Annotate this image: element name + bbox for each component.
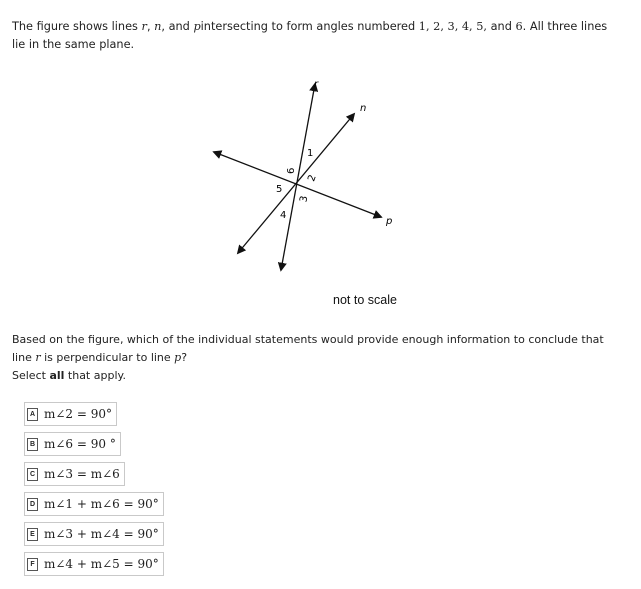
choice-e[interactable] xyxy=(24,522,164,546)
label-p: p xyxy=(386,216,393,227)
prompt-line1 xyxy=(12,331,624,367)
var-p: p xyxy=(193,20,201,33)
lines-figure xyxy=(200,70,410,285)
line-n xyxy=(238,114,354,253)
choice-d-box[interactable] xyxy=(24,492,164,516)
prompt-line1-mid: is perpendicular to line xyxy=(40,351,175,364)
line-p xyxy=(214,152,381,217)
choice-e-box[interactable] xyxy=(24,522,164,546)
answer-choices xyxy=(24,402,164,582)
choice-a[interactable] xyxy=(24,402,164,426)
question-sep1: , xyxy=(146,20,155,33)
prompt-var-r: r xyxy=(35,351,41,364)
prompt-line1-end: ? xyxy=(181,351,188,364)
question-sep2: , and xyxy=(161,20,194,33)
choice-c-box[interactable] xyxy=(24,462,125,486)
angle-label-2: 2 xyxy=(306,173,319,184)
choice-b[interactable] xyxy=(24,432,164,456)
angle-label-3: 3 xyxy=(298,194,311,204)
angle-numbers: 1, 2, 3, 4, 5, xyxy=(418,20,488,33)
prompt-text xyxy=(12,331,624,385)
label-r: r xyxy=(314,79,319,90)
choice-a-box[interactable] xyxy=(24,402,117,426)
choice-a-expression: m∠2 = 90° xyxy=(44,407,113,421)
choice-c[interactable] xyxy=(24,462,164,486)
angle-six: 6 xyxy=(515,20,523,33)
angle-label-4: 4 xyxy=(280,210,287,221)
choice-b-expression: m∠6 = 90 ° xyxy=(44,437,116,451)
scale-note: not to scale xyxy=(333,293,397,307)
prompt-apply: that apply. xyxy=(64,369,126,382)
choice-f-letter: F xyxy=(27,558,38,571)
choice-e-expression: m∠3 + m∠4 = 90° xyxy=(44,527,159,541)
prompt-line2 xyxy=(12,367,624,385)
prompt-line1-start: Based on the figure, which of the individual statements would provide enough information to conclude that line xyxy=(12,333,604,364)
question-middle: intersecting to form angles numbered xyxy=(200,20,419,33)
choice-b-box[interactable] xyxy=(24,432,121,456)
choice-f-expression: m∠4 + m∠5 = 90° xyxy=(44,557,159,571)
var-n: n xyxy=(154,20,162,33)
choice-d-expression: m∠1 + m∠6 = 90° xyxy=(44,497,159,511)
prompt-var-p: p xyxy=(174,351,182,364)
question-text xyxy=(12,18,618,54)
angle-label-1: 1 xyxy=(307,148,314,159)
question-prefix: The figure shows lines xyxy=(12,20,142,33)
var-r: r xyxy=(141,20,147,33)
choice-d[interactable] xyxy=(24,492,164,516)
choice-c-letter: C xyxy=(27,468,38,481)
prompt-select: Select xyxy=(12,369,50,382)
choice-d-letter: D xyxy=(27,498,38,511)
choice-f[interactable] xyxy=(24,552,164,576)
label-n: n xyxy=(360,103,367,114)
lines-diagram xyxy=(200,70,410,285)
prompt-all: all xyxy=(49,369,65,382)
choice-b-letter: B xyxy=(27,438,38,451)
choice-f-box[interactable] xyxy=(24,552,164,576)
choice-e-letter: E xyxy=(27,528,38,541)
choice-a-letter: A xyxy=(27,408,38,421)
angle-label-6: 6 xyxy=(286,167,297,174)
choice-c-expression: m∠3 = m∠6 xyxy=(44,467,120,481)
angle-label-5: 5 xyxy=(276,184,283,195)
question-and: and xyxy=(487,20,516,33)
question-suffix: . All three lines lie in the same plane. xyxy=(12,20,608,51)
